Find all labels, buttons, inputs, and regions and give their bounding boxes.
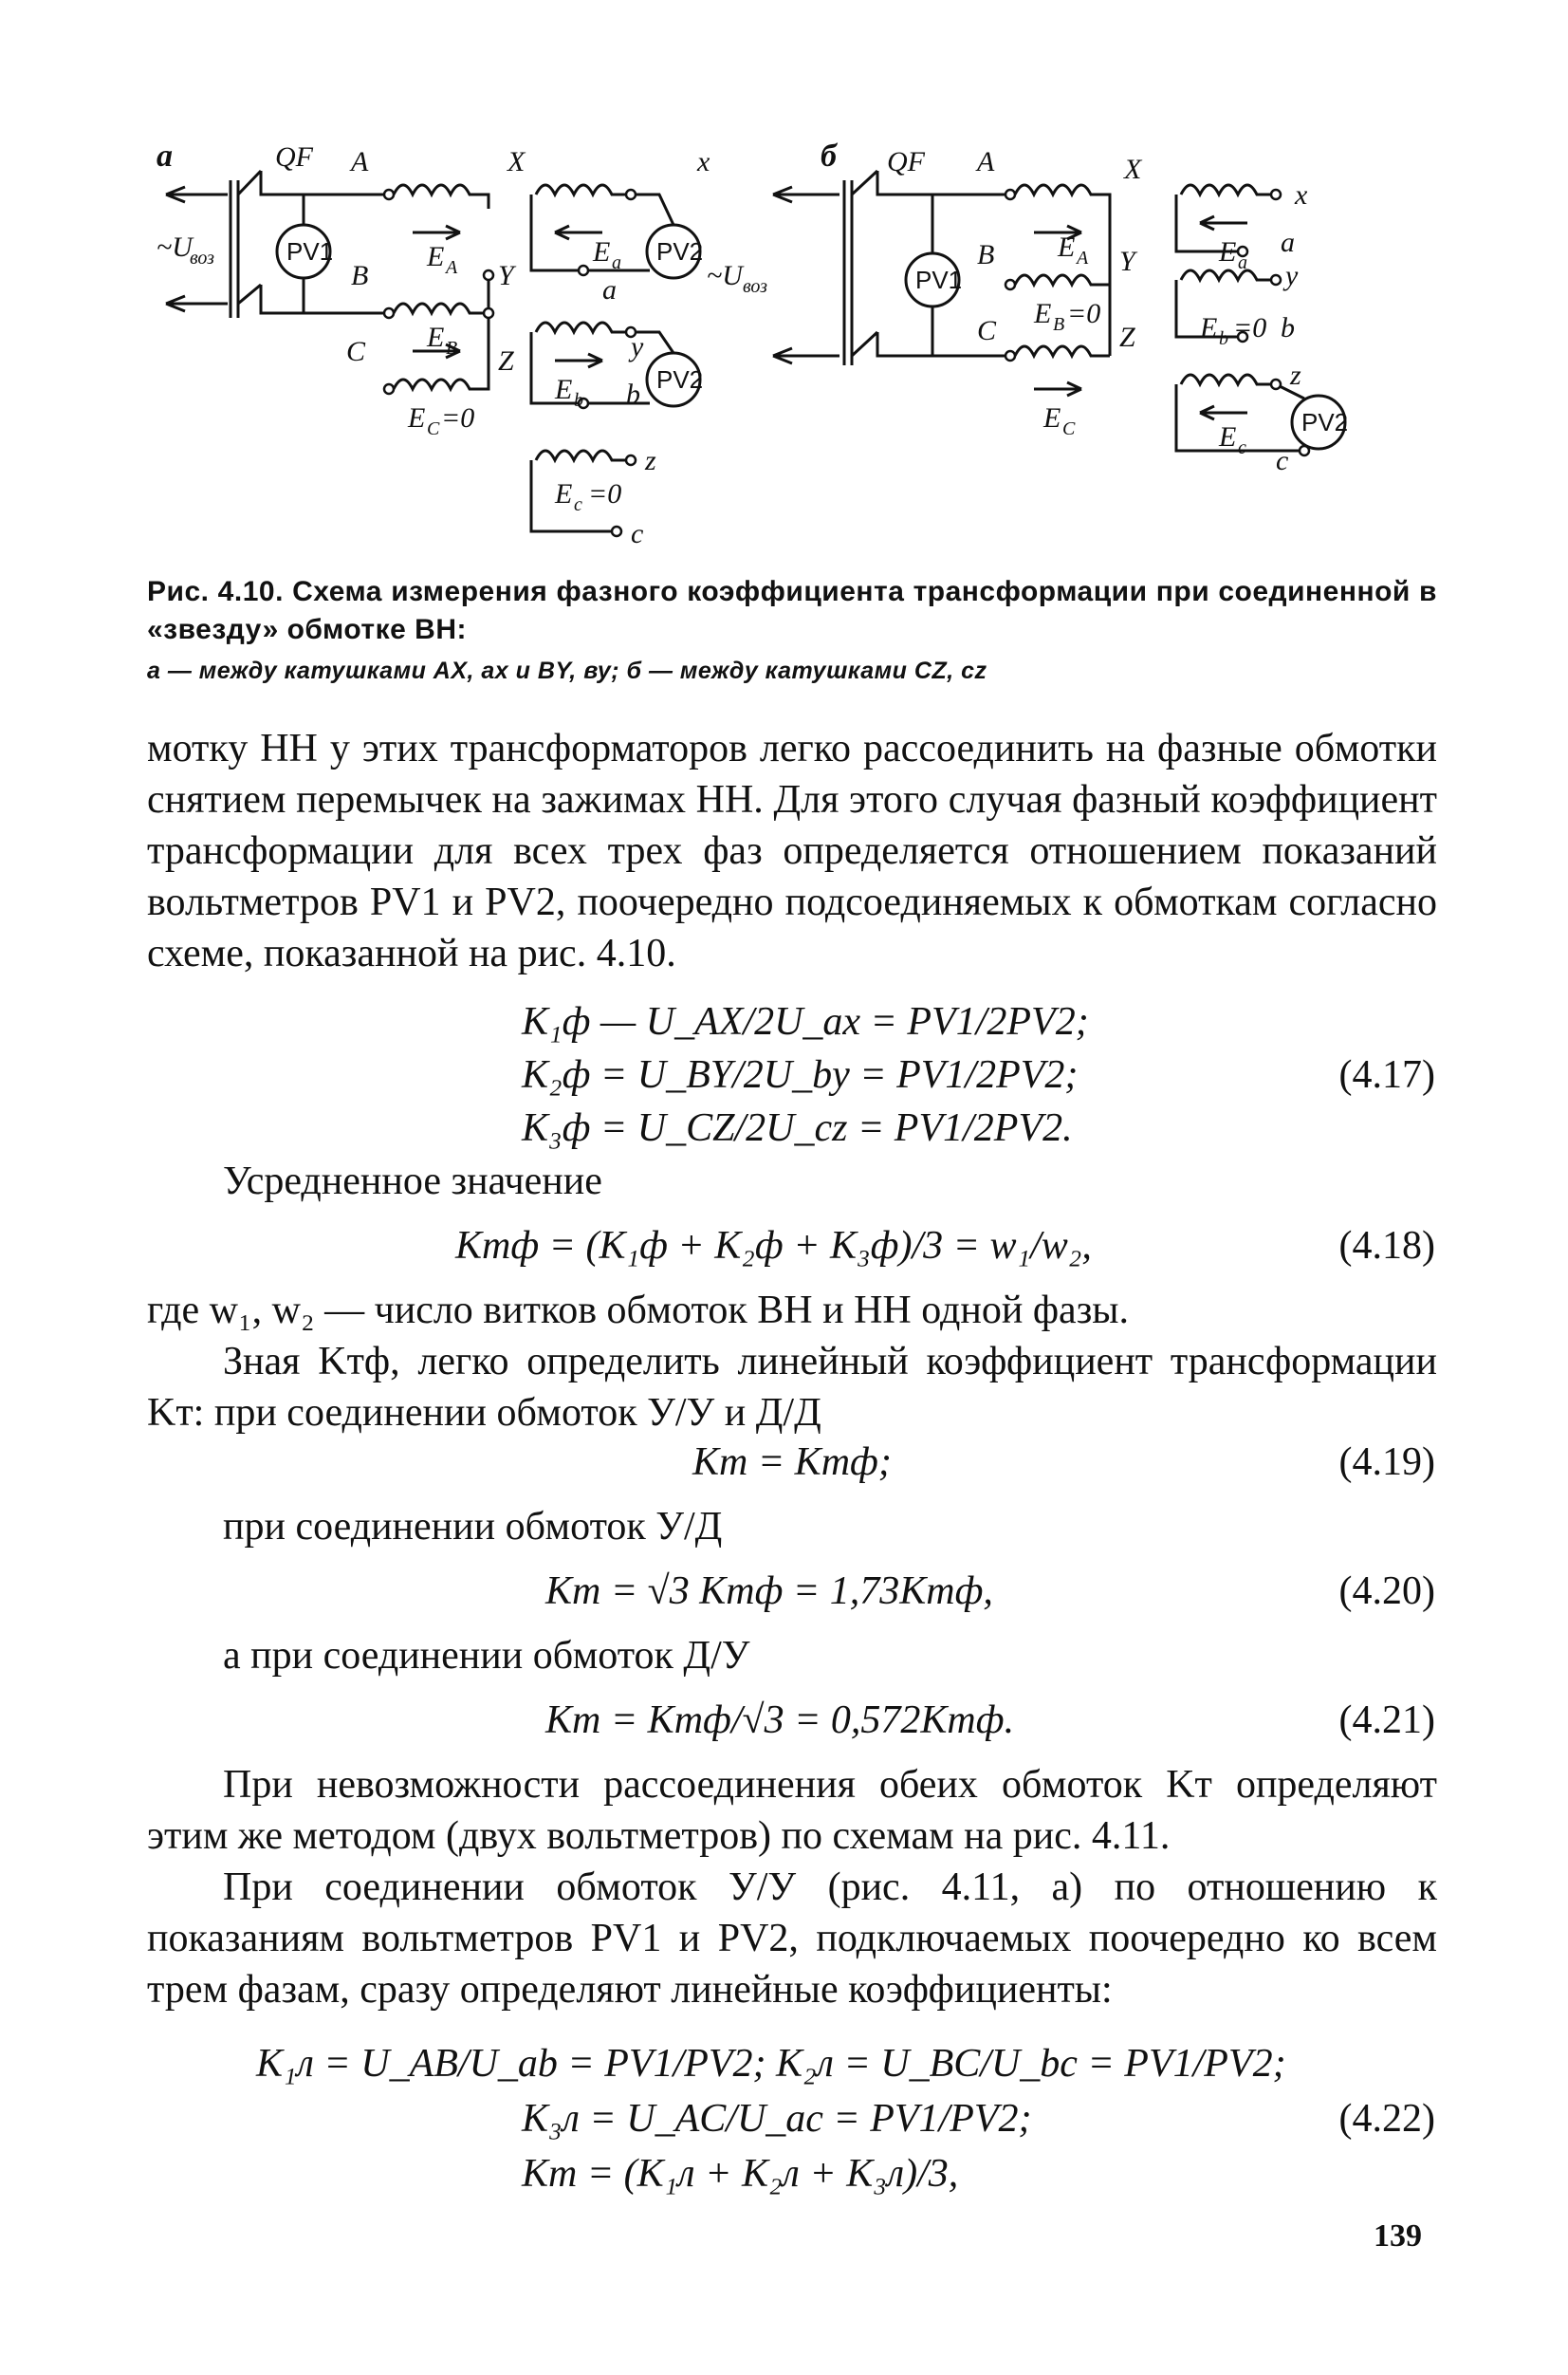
pv1-label-a: PV1 — [286, 237, 334, 266]
label-C-b: C — [977, 315, 997, 346]
label-y-a: y — [631, 331, 644, 362]
qf-label-a: QF — [275, 142, 313, 173]
qf-breaker-a — [231, 180, 238, 318]
label-C-a: C — [346, 336, 366, 367]
equation-number-4-17: (4.17) — [1338, 1053, 1435, 1097]
equation-4-17-line-1: K₁ф — U_AX/2U_ax = PV1/2PV2; — [522, 1000, 1089, 1044]
emf-Ea-b-label: E — [1219, 236, 1237, 268]
label-a-a: a — [602, 274, 617, 306]
emf-Eb0-b-sub: b — [1219, 328, 1228, 349]
equation-4-19: Kт = Kтф; — [692, 1440, 892, 1484]
circuit-diagram — [157, 142, 1447, 560]
figure-caption-legend: а — между катушками AX, ax и BY, ву; б — между катушками CZ, cz — [147, 658, 987, 684]
label-Z-a: Z — [498, 345, 514, 377]
label-X-a: X — [507, 146, 526, 177]
equation-4-21: Kт = Kтф/√3 = 0,572Kтф. — [545, 1698, 1015, 1742]
emf-Ea-label: E — [593, 236, 611, 268]
paragraph-2: Усредненное значение — [223, 1160, 602, 1203]
label-x-b: x — [1295, 179, 1308, 211]
pv2-label-b: PV2 — [1301, 408, 1349, 436]
label-Z-b: Z — [1119, 322, 1135, 353]
emf-Eb-sub: b — [574, 390, 583, 411]
paragraph-1: мотку НН у этих трансформаторов легко рассоединить на фазные обмотки снятием перемычек на зажимах НН. Для этого случая фазный коэффициент трансформации для всех трех фаз определяется отношением показаний вольтметров PV1 и PV2, поочередно подсоединяемых к обмоткам согласно схеме, показанной на рис. 4.10. — [147, 727, 1437, 975]
emf-EA-b-label: E — [1058, 232, 1076, 263]
emf-EC-b-label: E — [1043, 402, 1061, 434]
pv2-label-a1: PV2 — [656, 237, 704, 266]
equation-4-22-line-3: Kт = (K₁л + K₂л + K₃л)/3, — [522, 2152, 959, 2196]
equation-4-22-line-1: K₁л = U_AB/U_ab = PV1/PV2; K₂л = U_BC/U_bc = PV1/PV2; — [256, 2042, 1286, 2086]
emf-EB0-b-label: E — [1034, 298, 1052, 329]
label-a-b: a — [1281, 227, 1295, 258]
equation-number-4-22: (4.22) — [1338, 2097, 1435, 2141]
u-voz-label-a: ~U — [157, 232, 193, 263]
emf-EB-label: E — [427, 322, 445, 353]
emf-EC0-val: =0 — [441, 402, 475, 434]
page-number: 139 — [1374, 2218, 1422, 2254]
pv2-label-a2: PV2 — [656, 365, 704, 394]
equation-4-20: Kт = √3 Kтф = 1,73Kтф, — [545, 1569, 993, 1613]
equation-number-4-21: (4.21) — [1338, 1698, 1435, 1742]
emf-EB0-b-sub: B — [1053, 314, 1065, 335]
emf-Eb-label: E — [555, 374, 573, 405]
label-z-a: z — [645, 445, 656, 476]
panel-label-a: а — [157, 142, 173, 174]
u-voz-sub-b: воз — [743, 276, 767, 297]
emf-EC-b-sub: C — [1062, 418, 1076, 439]
label-b-a: b — [626, 379, 640, 410]
paragraph-6: а при соединении обмоток Д/У — [223, 1634, 750, 1678]
panel-label-b: б — [821, 142, 837, 174]
equation-4-17-line-2: K₂ф = U_BY/2U_by = PV1/2PV2; — [522, 1053, 1079, 1097]
emf-EC0-sub: C — [427, 418, 440, 439]
equation-4-17-line-3: K₃ф = U_CZ/2U_cz = PV1/2PV2. — [522, 1106, 1073, 1150]
emf-Ec-b-label: E — [1219, 421, 1237, 453]
label-Y-b: Y — [1119, 246, 1135, 277]
equation-number-4-19: (4.19) — [1338, 1440, 1435, 1484]
emf-Ea-b-sub: a — [1238, 252, 1247, 273]
emf-EA-label: E — [427, 241, 445, 272]
paragraph-8: При соединении обмоток У/У (рис. 4.11, а) по отношению к показаниям вольтметров PV1 и PV2, подключаемых поочередно ко всем трем фазам, сразу определяют линейные коэффициенты: — [147, 1865, 1437, 2012]
label-B-a: B — [351, 260, 369, 291]
emf-Ec0-val: =0 — [588, 478, 622, 510]
label-c-a: c — [631, 518, 644, 549]
label-z-b: z — [1290, 360, 1301, 391]
label-x-a: x — [697, 146, 710, 177]
label-c-b: c — [1276, 445, 1289, 476]
paragraph-7: При невозможности рассоединения обеих обмоток Kт определяют этим же методом (двух вольтметров) по схемам на рис. 4.11. — [147, 1763, 1437, 1858]
emf-EB-sub: B — [446, 338, 458, 359]
emf-Ec0-sub: c — [574, 494, 582, 515]
emf-EB0-b-val: =0 — [1067, 298, 1101, 329]
paragraph-4: Зная Kтф, легко определить линейный коэффициент трансформации Kт: при соединении обмоток У/У и Д/Д — [147, 1340, 1437, 1435]
emf-Ec-b-sub: c — [1238, 437, 1246, 458]
label-X-b: X — [1124, 154, 1142, 185]
label-Y-a: Y — [498, 260, 514, 291]
u-voz-sub-a: воз — [190, 248, 214, 269]
emf-EA-sub: A — [446, 257, 458, 278]
label-A-b: A — [977, 146, 995, 177]
paragraph-3: где w₁, w₂ — число витков обмоток ВН и НН одной фазы. — [147, 1289, 1130, 1332]
figure-4-10 — [157, 142, 1447, 560]
emf-Ec0-label: E — [555, 478, 573, 510]
pv1-label-b: PV1 — [915, 266, 963, 294]
equation-number-4-20: (4.20) — [1338, 1569, 1435, 1613]
u-voz-label-b: ~U — [707, 260, 743, 291]
emf-Eb0-b-val: =0 — [1233, 312, 1267, 343]
equation-4-22-line-2: K₃л = U_AC/U_ac = PV1/PV2; — [522, 2097, 1032, 2141]
label-B-b: B — [977, 239, 995, 270]
label-b-b: b — [1281, 312, 1295, 343]
paragraph-5: при соединении обмоток У/Д — [223, 1505, 723, 1549]
emf-Ea-sub: a — [612, 252, 621, 273]
equation-4-18: Kтф = (K₁ф + K₂ф + K₃ф)/3 = w₁/w₂, — [455, 1224, 1092, 1268]
equation-number-4-18: (4.18) — [1338, 1224, 1435, 1268]
emf-EA-b-sub: A — [1077, 248, 1089, 269]
emf-EC0-label: E — [408, 402, 426, 434]
qf-label-b: QF — [887, 146, 925, 177]
figure-caption: Рис. 4.10. Схема измерения фазного коэффициента трансформации при соединенной в «звезду» обмотке ВН: — [147, 576, 1437, 645]
label-y-b: y — [1285, 260, 1299, 291]
emf-Eb0-b-label: E — [1200, 312, 1218, 343]
label-A-a: A — [351, 146, 369, 177]
